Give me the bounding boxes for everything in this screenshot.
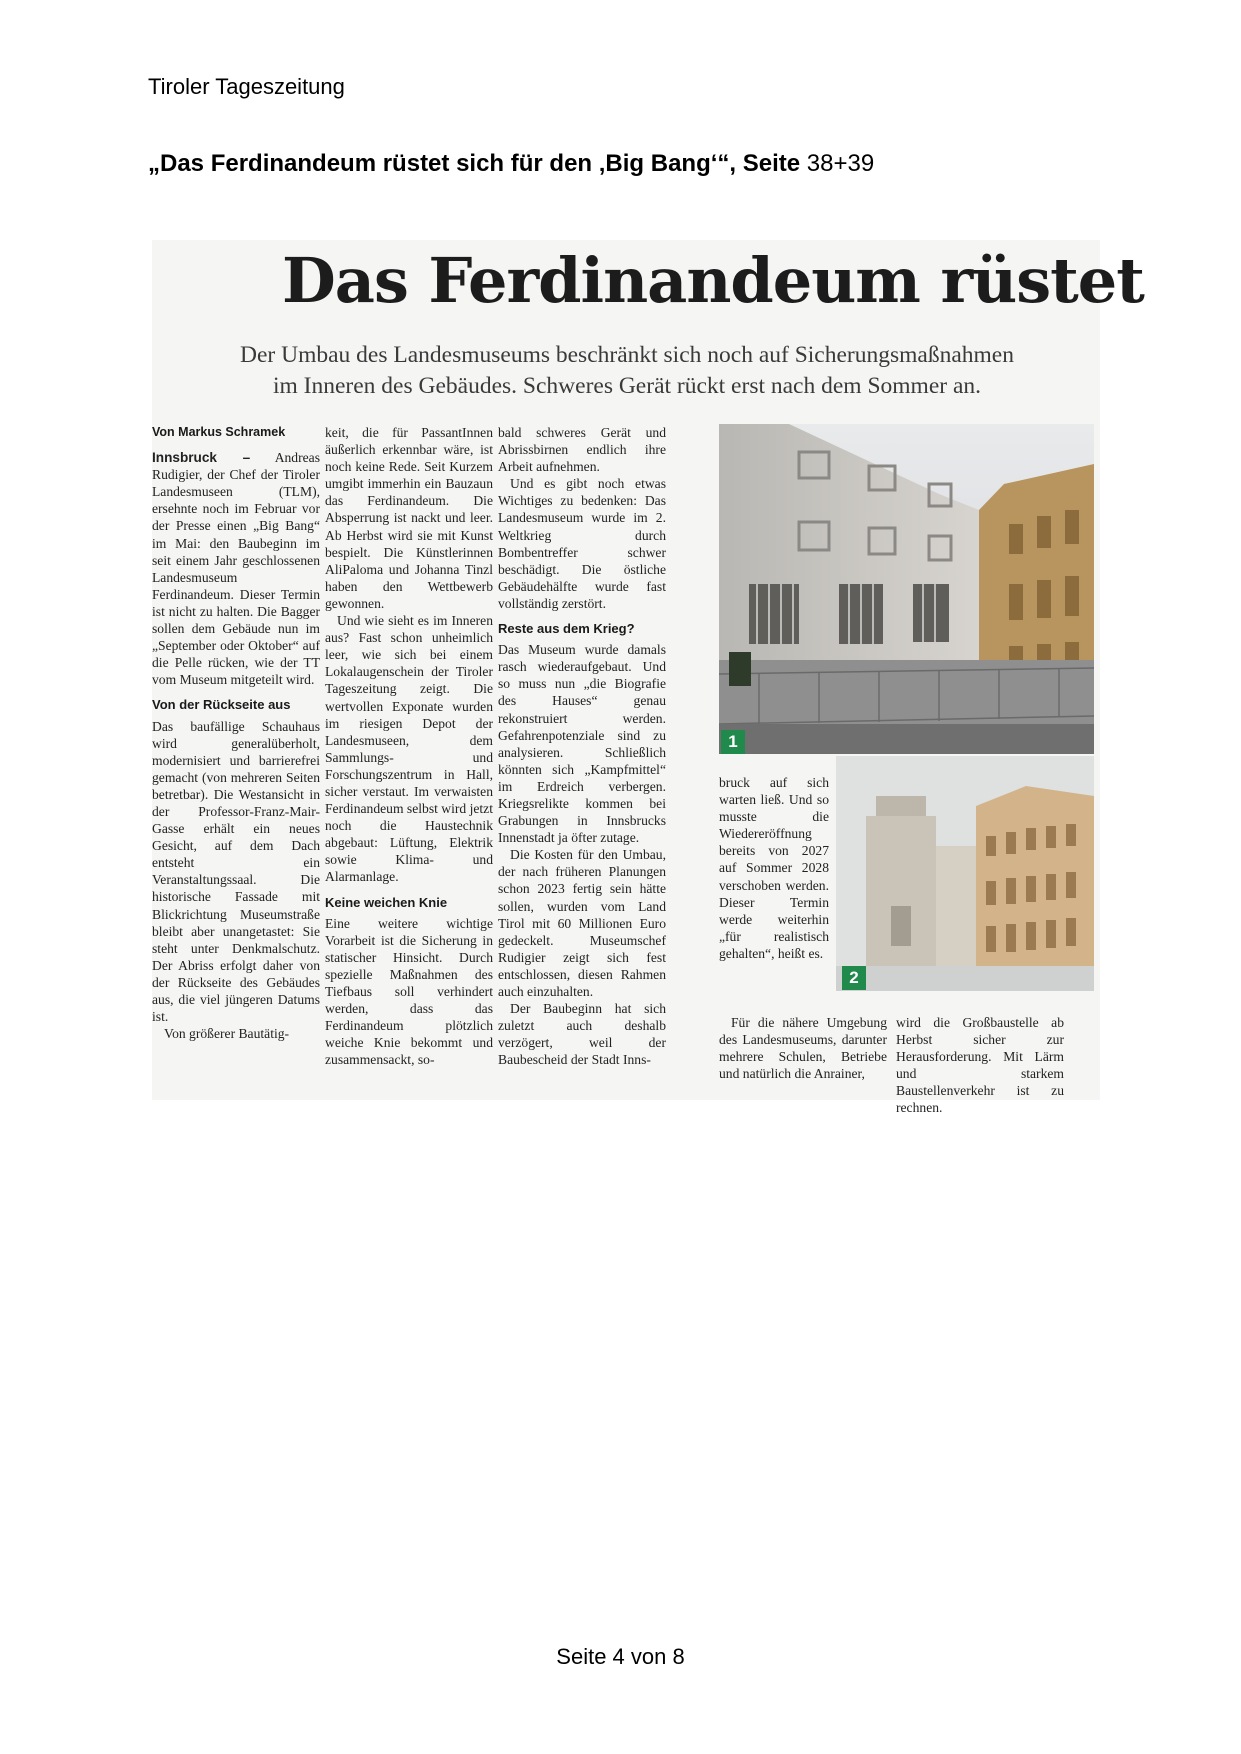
photo-badge-2: 2 [842, 966, 866, 990]
section-heading: Reste aus dem Krieg? [498, 621, 635, 637]
column-1 [152, 424, 320, 1042]
section-heading: Von der Rückseite aus [152, 697, 291, 713]
byline: Von Markus Schramek [152, 425, 286, 439]
section-heading: Keine weichen Knie [325, 894, 448, 910]
paragraph: wird die Großbaustelle ab Herbst sicher zur Herausforderung. Mit Lärm und starkem Baustellenverkehr ist zu rechnen. [896, 1015, 1064, 1116]
newspaper-clipping [152, 240, 1144, 1116]
headline: Das Ferdinandeum rüstet [282, 244, 1144, 317]
paragraph: bald schweres Gerät und Abrissbirnen endlich ihre Arbeit aufnehmen. [498, 425, 666, 475]
article-reference [148, 150, 874, 178]
column-2 [325, 424, 493, 1068]
paragraph: Die Kosten für den Umbau, der nach früheren Planungen schon 2023 fertig sein hätte sollen, wurden vom Land Tirol mit 60 Millionen Euro gedeckelt. Museumschef Rudigier zeigt sich fest entschlossen, diesen Rahmen auch einzuhalten. [498, 847, 666, 999]
paragraph: Das Museum wurde damals rasch wiederaufgebaut. Und so muss nun „die Biografie des Hauses“ genau rekonstruiert werden. Gefahrenpotenziale sind zu analysieren. Schließlich könnten sich „Kampfmittel“ im Erdreich verbergen. Kriegsrelikte kommen bei Grabungen in Innsbrucks Innenstadt ja öfter zutage. [498, 642, 666, 846]
publication-name: Tiroler Tageszeitung [148, 74, 345, 99]
article-reference-pages: 38+39 [806, 150, 875, 177]
column-5-bottom [896, 1014, 1064, 1117]
paragraph: Und es gibt noch etwas Wichtiges zu bedenken: Das Landesmuseum wurde im 2. Weltkrieg durch Bombentreffer schwer beschädigt. Die östliche Gebäudehälfte wurde fast vollständig zerstört. [498, 476, 666, 611]
subheadline [172, 340, 1082, 402]
paragraph: Der Baubeginn hat sich zuletzt auch deshalb verzögert, weil der Baubescheid der Stadt Inns- [498, 1001, 666, 1068]
column-4-side [719, 774, 829, 962]
photo-museum-facade [719, 424, 1094, 754]
subhead-line-1: Der Umbau des Landesmuseums beschränkt sich noch auf Sicherungsmaßnahmen [240, 342, 1014, 368]
paragraph: Eine weitere wichtige Vorarbeit ist die Sicherung in statischer Hinsicht. Durch spezielle Maßnahmen des Tiefbaus soll verhindert werden, dass das Ferdinandeum plötzlich weiche Knie bekommt und zusammensackt, so- [325, 915, 493, 1068]
paragraph: keit, die für PassantInnen äußerlich erkennbar wäre, ist noch keine Rede. Seit Kurzem umgibt immerhin ein Bauzaun das Ferdinandeum. Die Absperrung ist nackt und leer. Ab Herbst wird sie mit Kunst bespielt. Die Künstlerinnen AliPaloma und Johanna Tinzl haben den Wettbewerb gewonnen. [325, 425, 493, 611]
column-4-bottom [719, 1014, 887, 1082]
rendering-museum-extension [836, 756, 1094, 991]
photo-badge-1: 1 [721, 730, 745, 754]
dateline: Innsbruck – [152, 450, 251, 466]
paragraph: Von größerer Bautätig- [164, 1026, 290, 1042]
paragraph: Für die nähere Umgebung des Landesmuseums, darunter mehrere Schulen, Betriebe und natürlich die Anrainer, [719, 1015, 887, 1082]
paragraph: Das baufällige Schauhaus wird generalüberholt, modernisiert und barrierefrei gemacht (von mehreren Seiten betretbar). Die Westansicht in der Professor-Franz-Mair-Gasse erhält ein neues Gesicht, auf dem Dach entsteht ein Veranstaltungssaal. Die historische Fassade mit Blickrichtung Museumstraße bleibt aber unangetastet: Sie steht unter Denkmalschutz. Der Abriss erfolgt daher von der Rückseite des Gebäudes aus, die viel jüngeren Datums ist. [152, 718, 320, 1025]
page-number: Seite 4 von 8 [556, 1644, 685, 1669]
paragraph: bruck auf sich warten ließ. Und so musste die Wiedereröffnung bereits von 2027 auf Sommer 2028 verschoben werden. Dieser Termin werde weiterhin „für realistisch gehalten“, heißt es. [719, 775, 829, 961]
subhead-line-2: im Inneren des Gebäudes. Schweres Gerät rückt erst nach dem Sommer an. [272, 373, 982, 399]
paragraph: Innsbruck – Andreas Rudigier, der Chef der Tiroler Landesmuseen (TLM), ersehnte noch im Februar vor der Presse einen „Big Bang“ im Mai: den Baubeginn im seit einem Jahr geschlossenen Landesmuseum Ferdinandeum. Dieser Termin ist nicht zu halten. Die Bagger sollen dem Gebäude nun im „September oder Oktober“ auf die Pelle rücken, wie der TT vom Museum mitgeteilt wird. [152, 450, 320, 688]
column-3 [498, 424, 666, 1068]
paragraph: Und wie sieht es im Inneren aus? Fast schon unheimlich leer, wie sich bei einem Lokalaugenschein der Tiroler Tageszeitung zeigt. Die wertvollen Exponate wurden im riesigen Depot der Landesmuseen, dem Sammlungs- und Forschungszentrum in Hall, sicher verstaut. Im verwaisten Ferdinandeum selbst wird jetzt noch die Haustechnik abgebaut: Lüftung, Elektrik sowie Klima- und Alarmanlage. [325, 613, 493, 885]
article-reference-title: „Das Ferdinandeum rüstet sich für den ‚Big Bang‘“, Seite [148, 150, 801, 177]
